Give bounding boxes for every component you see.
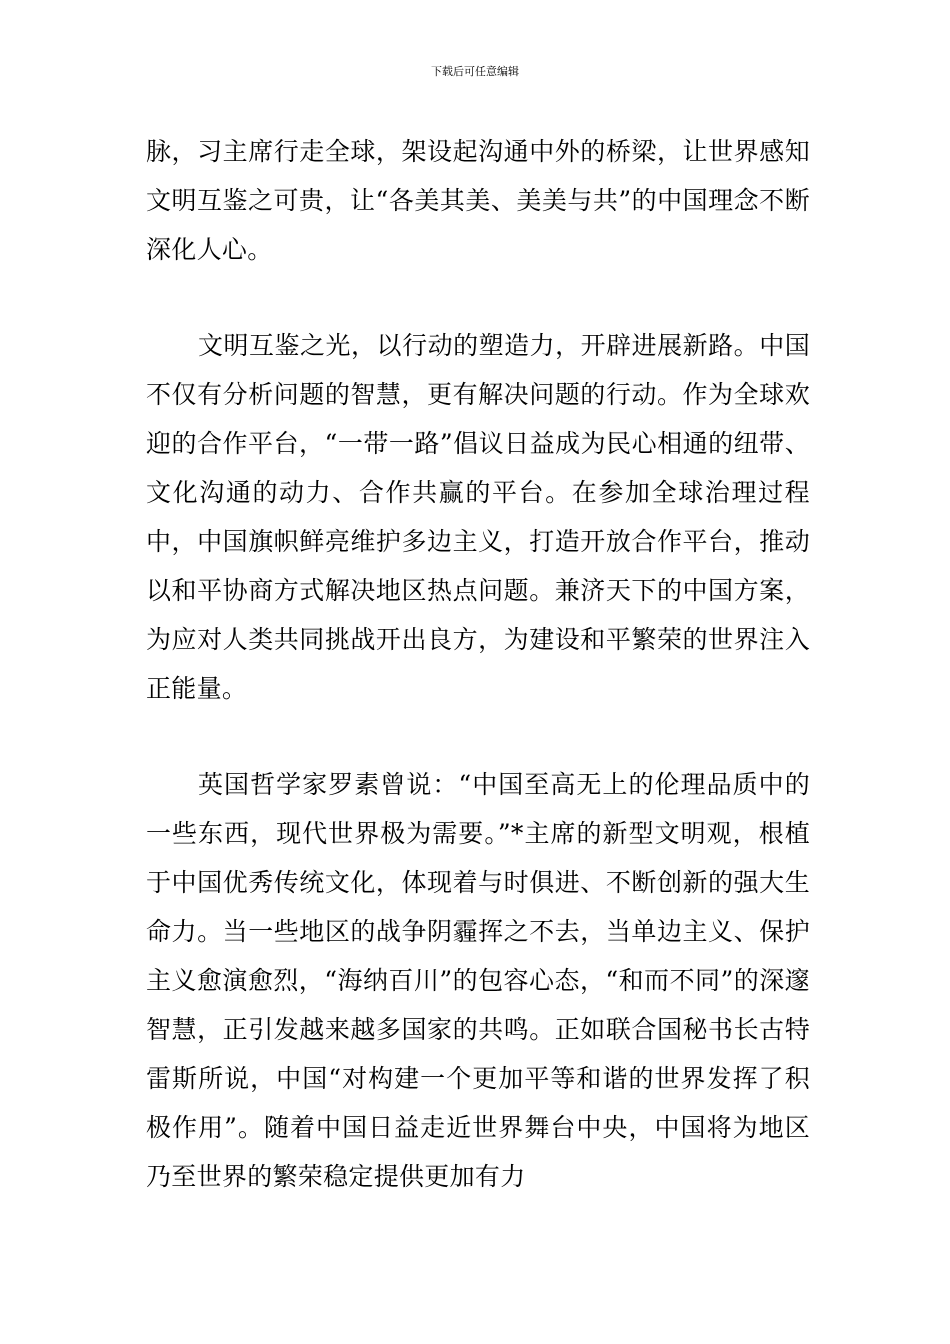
page-header: 下载后可任意编辑 xyxy=(431,65,519,78)
paragraph-continued: 脉，习主席行走全球，架设起沟通中外的桥梁，让世界感知文明互鉴之可贵，让“各美其美、美美与共”的中国理念不断深化人心。 xyxy=(146,137,810,264)
paragraph-civilization-action: 文明互鉴之光，以行动的塑造力，开辟进展新路。中国不仅有分析问题的智慧，更有解决问题的行动。作为全球欢迎的合作平台，“一带一路”倡议日益成为民心相通的纽带、文化沟通的动力、合作共赢的平台。在参加全球治理过程中，中国旗帜鲜亮维护多边主义，打造开放合作平台，推动以和平协商方式解决地区热点问题。兼济天下的中国方案，为应对人类共同挑战开出良方，为建设和平繁荣的世界注入正能量。 xyxy=(146,331,810,703)
paragraph-gap xyxy=(146,274,810,321)
paragraph-russell-quote: 英国哲学家罗素曾说：“中国至高无上的伦理品质中的一些东西，现代世界极为需要。”*主席的新型文明观，根植于中国优秀传统文化，体现着与时俱进、不断创新的强大生命力。当一些地区的战争阴霾挥之不去，当单边主义、保护主义愈演愈烈，“海纳百川”的包容心态，“和而不同”的深邃智慧，正引发越来越多国家的共鸣。正如联合国秘书长古特雷斯所说，中国“对构建一个更加平等和谐的世界发挥了积极作用”。随着中国日益走近世界舞台中央，中国将为地区乃至世界的繁荣稳定提供更加有力 xyxy=(146,770,810,1191)
document-body xyxy=(146,127,810,1201)
paragraph-gap xyxy=(146,713,810,760)
